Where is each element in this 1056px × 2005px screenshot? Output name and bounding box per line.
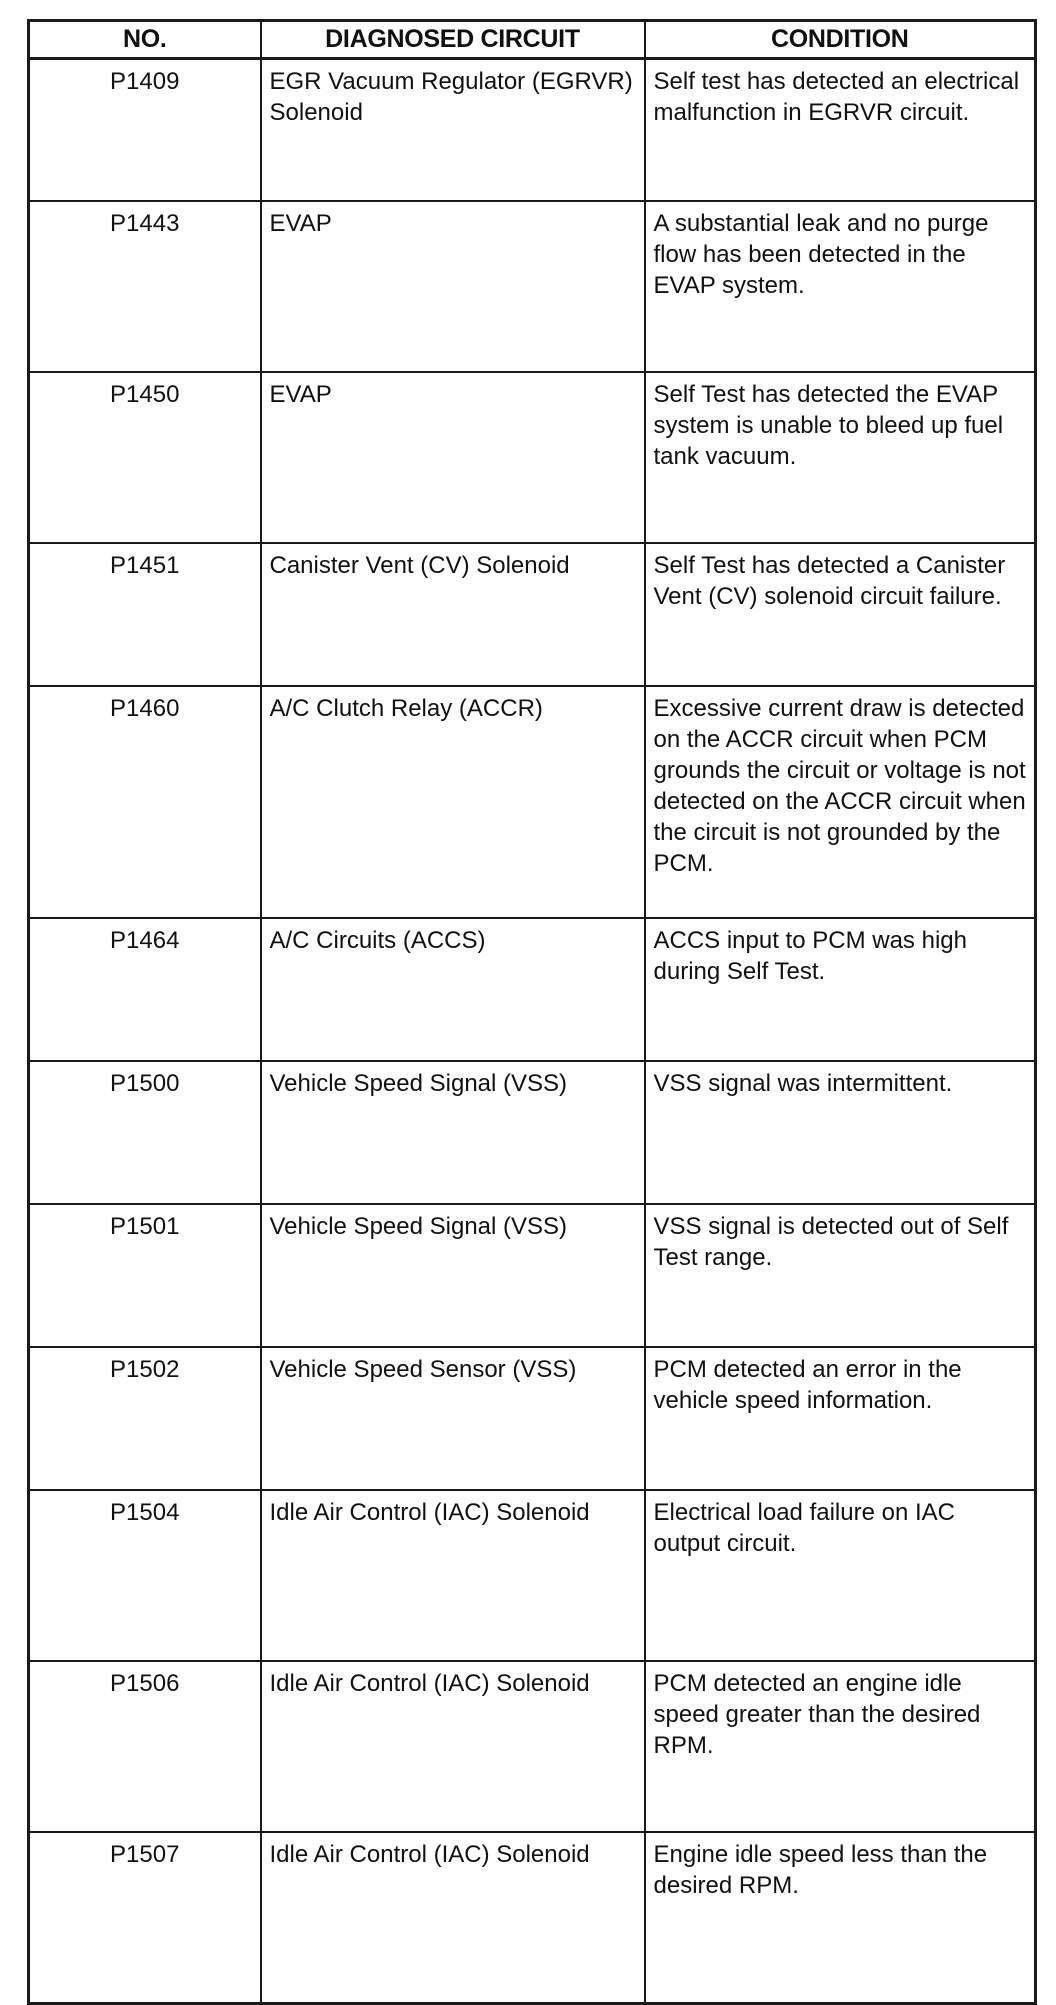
circuit-cell: Vehicle Speed Sensor (VSS) xyxy=(261,1347,645,1490)
circuit-cell: Canister Vent (CV) Solenoid xyxy=(261,543,645,686)
code-cell: P1504 xyxy=(29,1490,261,1661)
condition-cell: Excessive current draw is detected on the ACCR circuit when PCM grounds the circuit or voltage is not detected on the ACCR circuit when the circuit is not grounded by the PCM. xyxy=(645,686,1036,918)
code-cell: P1409 xyxy=(29,59,261,202)
condition-cell: VSS signal was intermittent. xyxy=(645,1061,1036,1204)
condition-cell: A substantial leak and no purge flow has been detected in the EVAP system. xyxy=(645,201,1036,372)
header-condition: CONDITION xyxy=(645,21,1036,59)
circuit-cell: A/C Circuits (ACCS) xyxy=(261,918,645,1061)
code-cell: P1506 xyxy=(29,1661,261,1832)
table-row xyxy=(29,1204,1036,1347)
condition-cell: Engine idle speed less than the desired RPM. xyxy=(645,1832,1036,2004)
table-row xyxy=(29,201,1036,372)
circuit-cell: A/C Clutch Relay (ACCR) xyxy=(261,686,645,918)
circuit-cell: EVAP xyxy=(261,372,645,543)
circuit-cell: Idle Air Control (IAC) Solenoid xyxy=(261,1661,645,1832)
condition-cell: PCM detected an engine idle speed greater than the desired RPM. xyxy=(645,1661,1036,1832)
condition-cell: Electrical load failure on IAC output circuit. xyxy=(645,1490,1036,1661)
condition-cell: Self test has detected an electrical malfunction in EGRVR circuit. xyxy=(645,59,1036,202)
table-row xyxy=(29,686,1036,918)
table-row xyxy=(29,1832,1036,2004)
table-row xyxy=(29,1347,1036,1490)
table-row xyxy=(29,1061,1036,1204)
table-row xyxy=(29,1661,1036,1832)
code-cell: P1500 xyxy=(29,1061,261,1204)
header-diagnosed-circuit: DIAGNOSED CIRCUIT xyxy=(261,21,645,59)
table-body xyxy=(29,59,1036,2004)
condition-cell: Self Test has detected a Canister Vent (CV) solenoid circuit failure. xyxy=(645,543,1036,686)
code-cell: P1451 xyxy=(29,543,261,686)
table-header xyxy=(29,21,1036,59)
condition-cell: PCM detected an error in the vehicle speed information. xyxy=(645,1347,1036,1490)
circuit-cell: EVAP xyxy=(261,201,645,372)
code-cell: P1443 xyxy=(29,201,261,372)
circuit-cell: EGR Vacuum Regulator (EGRVR) Solenoid xyxy=(261,59,645,202)
header-row xyxy=(29,21,1036,59)
code-cell: P1502 xyxy=(29,1347,261,1490)
condition-cell: VSS signal is detected out of Self Test range. xyxy=(645,1204,1036,1347)
dtc-table xyxy=(27,19,1037,2005)
circuit-cell: Idle Air Control (IAC) Solenoid xyxy=(261,1490,645,1661)
condition-cell: Self Test has detected the EVAP system is unable to bleed up fuel tank vacuum. xyxy=(645,372,1036,543)
table-row xyxy=(29,1490,1036,1661)
code-cell: P1450 xyxy=(29,372,261,543)
code-cell: P1460 xyxy=(29,686,261,918)
condition-cell: ACCS input to PCM was high during Self Test. xyxy=(645,918,1036,1061)
table-row xyxy=(29,59,1036,202)
circuit-cell: Vehicle Speed Signal (VSS) xyxy=(261,1204,645,1347)
code-cell: P1501 xyxy=(29,1204,261,1347)
header-no: NO. xyxy=(29,21,261,59)
table-row xyxy=(29,918,1036,1061)
table-row xyxy=(29,372,1036,543)
code-cell: P1464 xyxy=(29,918,261,1061)
circuit-cell: Idle Air Control (IAC) Solenoid xyxy=(261,1832,645,2004)
table-row xyxy=(29,543,1036,686)
circuit-cell: Vehicle Speed Signal (VSS) xyxy=(261,1061,645,1204)
code-cell: P1507 xyxy=(29,1832,261,2004)
